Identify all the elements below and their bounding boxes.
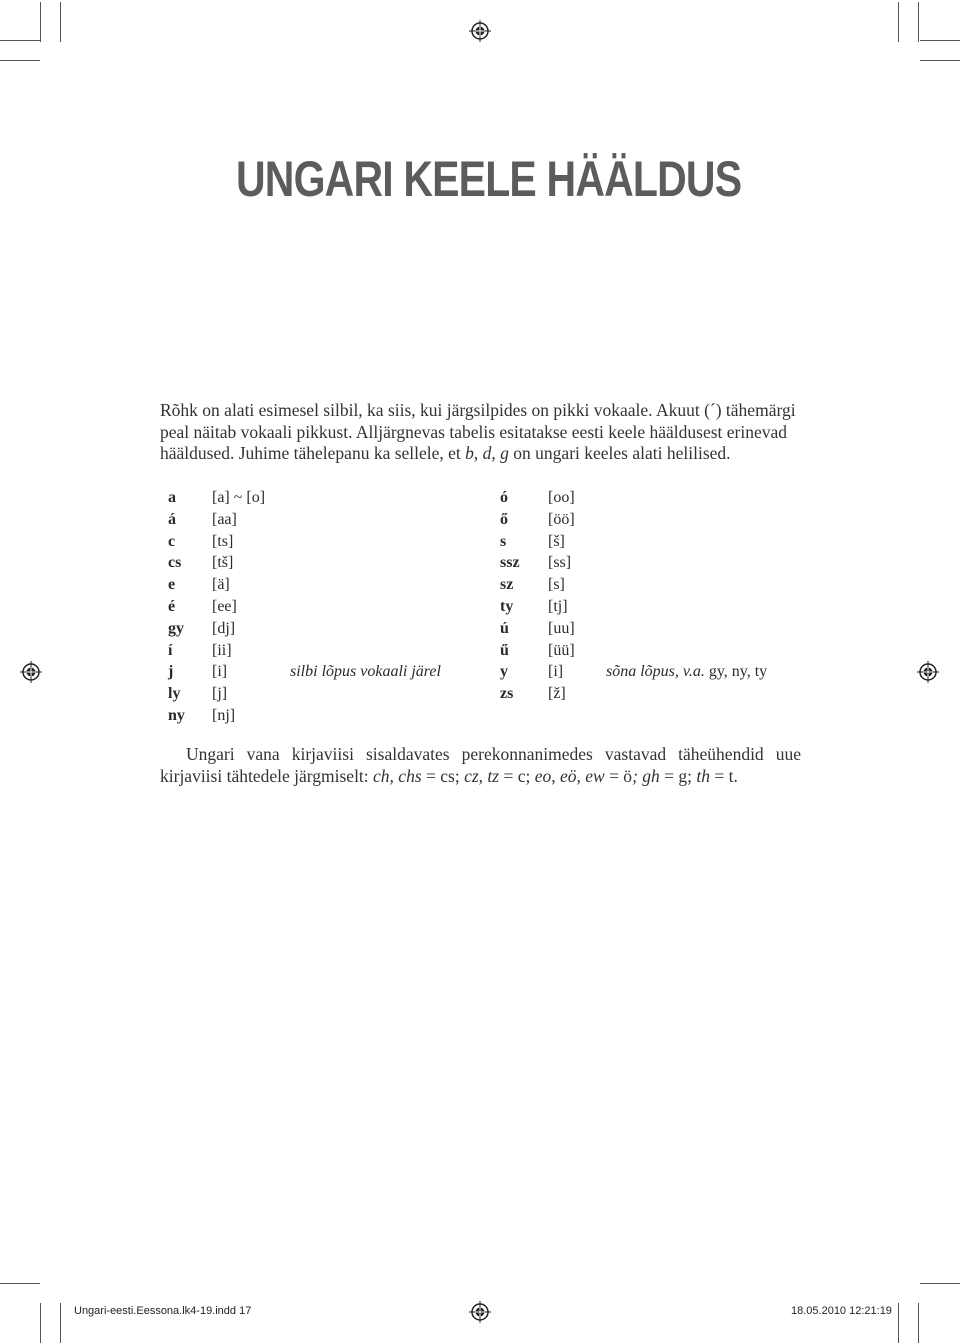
table-letter: ú bbox=[500, 619, 509, 637]
table-sound: [öö] bbox=[548, 510, 575, 528]
table-sound: [tj] bbox=[548, 598, 568, 615]
table-sound: [ii] bbox=[212, 641, 232, 659]
crop-mark bbox=[898, 2, 899, 42]
table-letter: c bbox=[168, 532, 176, 550]
outro-text: = c; bbox=[499, 765, 535, 786]
outro-paragraph bbox=[160, 744, 801, 787]
table-letter: ő bbox=[500, 510, 508, 528]
table-sound: [uu] bbox=[548, 619, 575, 637]
table-letter: a bbox=[168, 489, 176, 506]
table-letter: j bbox=[168, 663, 174, 681]
table-sound: [ž] bbox=[548, 685, 566, 703]
table-letter: cs bbox=[168, 554, 182, 572]
registration-mark-icon bbox=[917, 661, 939, 683]
table-letter: ssz bbox=[500, 554, 520, 572]
table-note: silbi lõpus vokaali järel bbox=[290, 663, 441, 681]
outro-line-1: Ungari vana kirjaviisi sisaldavates perekonnanimedes vastavad täheühendid uue bbox=[186, 744, 801, 764]
outro-italic: th bbox=[696, 765, 710, 786]
crop-mark bbox=[40, 2, 41, 42]
table-letter: é bbox=[168, 598, 176, 615]
crop-mark bbox=[40, 1303, 41, 1343]
table-sound: [oo] bbox=[548, 489, 575, 506]
table-letter: ly bbox=[168, 685, 181, 703]
intro-italic: b, d, g bbox=[465, 443, 509, 463]
crop-mark bbox=[60, 2, 61, 42]
table-letter: gy bbox=[168, 619, 184, 637]
table-sound: [i] bbox=[548, 663, 564, 681]
table-sound: [ss] bbox=[548, 554, 572, 572]
footer-filename: Ungari-eesti.Eessona.lk4-19.indd 17 bbox=[74, 1305, 252, 1317]
table-sound: [s] bbox=[548, 576, 565, 594]
outro-italic: eo, eö, ew bbox=[534, 765, 605, 786]
registration-mark-icon bbox=[469, 20, 491, 42]
table-sound: [i] bbox=[212, 663, 228, 681]
table-letter: y bbox=[500, 663, 508, 681]
table-sound: [aa] bbox=[212, 510, 237, 528]
intro-text: Rõhk on alati esimesel silbil, ka siis, kui järgsilpides on pikki vokaale. Akuut (´) tähemärgi peal näitab vokaali pikkust. Alljärgnevas tabelis esitatakse eesti keele hääldusest erinevad hääldused. Juhime tähelepanu ka sellele, et bbox=[160, 400, 796, 463]
outro-italic: ch, chs bbox=[373, 765, 422, 786]
crop-mark bbox=[920, 1283, 960, 1284]
crop-mark bbox=[0, 1283, 40, 1284]
outro-text: = cs; bbox=[421, 765, 465, 786]
crop-mark bbox=[0, 40, 40, 41]
table-note-italic: sõna lõpus, v.a. bbox=[606, 663, 705, 681]
crop-mark bbox=[918, 2, 919, 42]
table-note bbox=[606, 663, 767, 681]
crop-mark bbox=[920, 60, 960, 61]
table-sound: [j] bbox=[212, 685, 228, 703]
table-sound: [dj] bbox=[212, 619, 236, 637]
table-sound: [tš] bbox=[212, 554, 234, 572]
outro-italic: ; gh bbox=[632, 765, 660, 786]
crop-mark bbox=[0, 60, 40, 61]
crop-mark bbox=[920, 40, 960, 41]
crop-mark bbox=[898, 1303, 899, 1343]
crop-mark bbox=[918, 1303, 919, 1343]
intro-text-end: on ungari keeles alati helilised. bbox=[508, 443, 731, 463]
page-title: UNGARI KEELE HÄÄLDUS bbox=[236, 151, 742, 207]
crop-mark bbox=[60, 1303, 61, 1343]
table-letter: zs bbox=[500, 685, 514, 703]
registration-mark-icon bbox=[469, 1301, 491, 1323]
table-sound: [ee] bbox=[212, 598, 237, 615]
table-letter: sz bbox=[500, 576, 514, 594]
outro-text: = ö bbox=[604, 765, 633, 786]
table-letter: ty bbox=[500, 598, 514, 615]
outro-italic: cz, tz bbox=[464, 765, 500, 786]
intro-paragraph bbox=[160, 400, 810, 465]
table-letter: s bbox=[500, 532, 507, 550]
table-sound: [š] bbox=[548, 532, 565, 550]
table-sound: [ä] bbox=[212, 576, 230, 594]
table-letter: ű bbox=[500, 641, 509, 659]
footer-date: 18.05.2010 12:21:19 bbox=[791, 1305, 892, 1317]
outro-text: kirjaviisi tähtedele järgmiselt: bbox=[160, 765, 374, 786]
table-letter: ó bbox=[500, 489, 508, 506]
table-letter: í bbox=[168, 641, 173, 659]
registration-mark-icon bbox=[20, 661, 42, 683]
table-sound: [ts] bbox=[212, 532, 234, 550]
table-letter: ny bbox=[168, 707, 185, 724]
table-letter: á bbox=[168, 510, 176, 528]
table-sound: [a] ~ [o] bbox=[212, 489, 266, 506]
outro-text: = t. bbox=[710, 765, 738, 786]
table-note-plain: gy, ny, ty bbox=[704, 663, 768, 681]
table-sound: [üü] bbox=[548, 641, 575, 659]
table-sound: [nj] bbox=[212, 707, 236, 724]
table-letter: e bbox=[168, 576, 176, 594]
outro-text: = g; bbox=[659, 765, 697, 786]
